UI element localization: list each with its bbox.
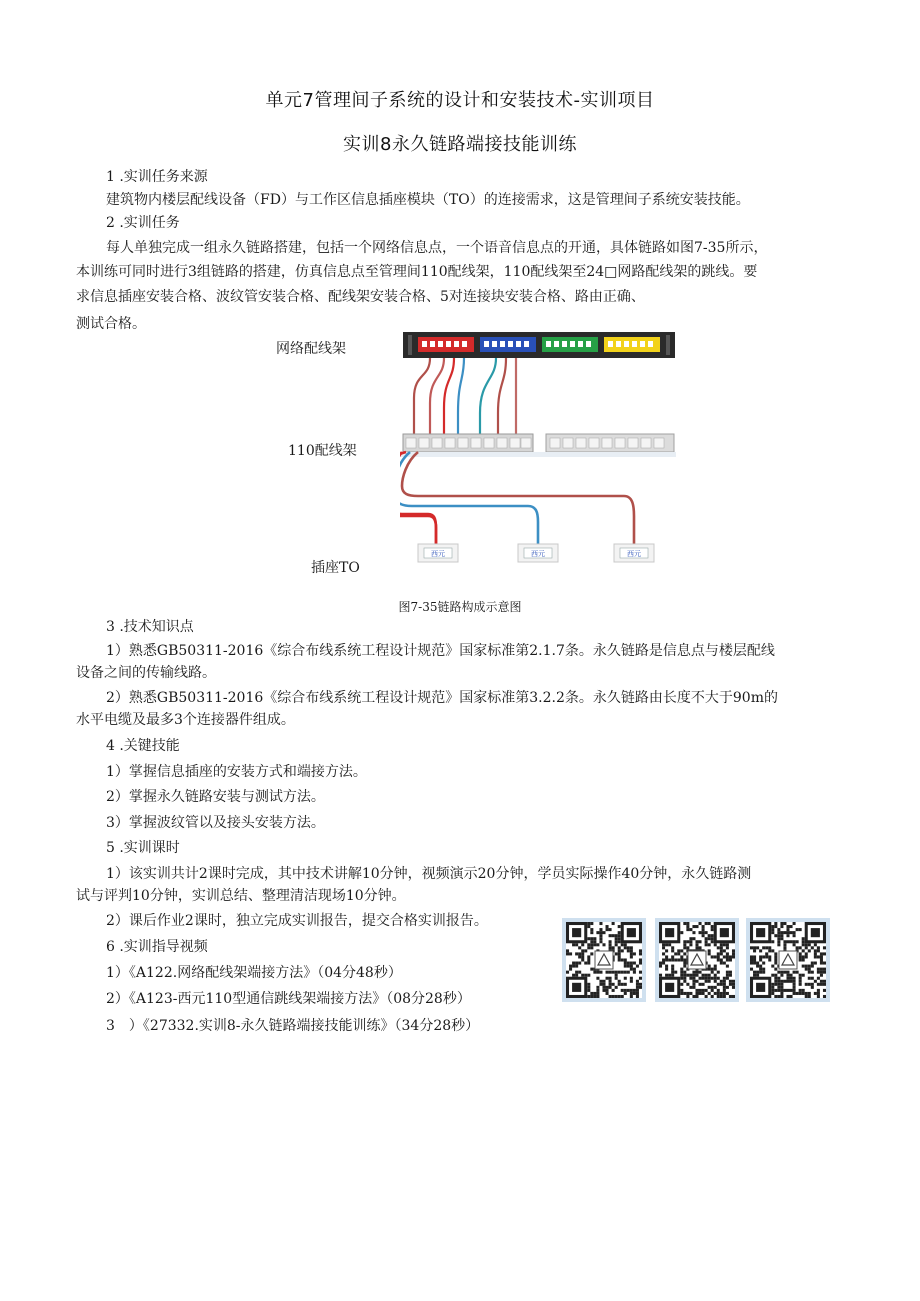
horizontal-cables: [400, 452, 634, 548]
section-6-heading: 6 .实训指导视频: [106, 939, 208, 955]
label-socket-to: 插座TO: [311, 560, 360, 576]
video-item: 1）《A122.网络配线架端接方法》（04分48秒）: [106, 965, 402, 981]
video-item: 2）《A123-西元110型通信跳线架端接方法》（08分28秒）: [106, 991, 471, 1007]
section-3-point-2-cont: 水平电缆及最多3个连接器件组成。: [76, 712, 295, 728]
page-title: 单元7管理间子系统的设计和安装技术-实训项目: [265, 90, 655, 111]
section-2-line: 每人单独完成一组永久链路搭建，包括一个网络信息点，一个语音信息点的开通，具体链路如图7-35所示，: [106, 240, 768, 256]
label-110-panel: 110配线架: [288, 443, 357, 459]
qr-code-1[interactable]: [562, 918, 646, 1002]
socket-text: 西元: [431, 550, 445, 558]
section-4-item: 3）掌握波纹管以及接头安装方法。: [106, 815, 325, 831]
section-3-point-2: 2）熟悉GB50311-2016《综合布线系统工程设计规范》国家标准第3.2.2条。永久链路由长度不大于90m的: [106, 690, 778, 706]
socket-text: 西元: [531, 550, 545, 558]
section-4-item: 1）掌握信息插座的安装方式和端接方法。: [106, 764, 367, 780]
section-2-heading: 2 .实训任务: [106, 215, 180, 231]
label-network-patch-panel: 网络配线架: [276, 341, 346, 357]
section-3-point-1: 1）熟悉GB50311-2016《综合布线系统工程设计规范》国家标准第2.1.7条。永久链路是信息点与楼层配线: [106, 643, 775, 659]
section-1-text: 建筑物内楼层配线设备（FD）与工作区信息插座模块（TO）的连接需求，这是管理间子系统安装技能。: [106, 192, 750, 208]
qr-code-2[interactable]: [655, 918, 739, 1002]
jumper-cables: [414, 358, 516, 436]
figure-caption: 图7-35链路构成示意图: [398, 600, 522, 614]
section-5-point-1: 1）该实训共计2课时完成，其中技术讲解10分钟，视频演示20分钟，学员实际操作40分钟，永久链路测: [106, 866, 752, 882]
link-diagram: [400, 328, 680, 566]
socket-text: 西元: [627, 550, 641, 558]
section-5-point-2: 2）课后作业2课时，独立完成实训报告，提交合格实训报告。: [106, 913, 488, 929]
section-2-line: 测试合格。: [76, 316, 146, 332]
section-3-point-1-cont: 设备之间的传输线路。: [76, 665, 216, 681]
section-4-heading: 4 .关键技能: [106, 738, 180, 754]
section-1-heading: 1 .实训任务来源: [106, 169, 208, 185]
section-3-heading: 3 .技术知识点: [106, 619, 194, 635]
section-2-line: 求信息插座安装合格、波纹管安装合格、配线架安装合格、5对连接块安装合格、路由正确、: [76, 289, 645, 305]
section-5-point-1-cont: 试与评判10分钟，实训总结、整理清洁现场10分钟。: [76, 888, 406, 904]
qr-code-3[interactable]: [746, 918, 830, 1002]
video-item: 3 ）《27332.实训8-永久链路端接技能训练》（34分28秒）: [106, 1018, 480, 1034]
network-patch-panel: [403, 332, 675, 358]
section-5-heading: 5 .实训课时: [106, 840, 180, 856]
section-4-item: 2）掌握永久链路安装与测试方法。: [106, 789, 325, 805]
section-2-line: 本训练可同时进行3组链路的搭建，仿真信息点至管理间110配线架，110配线架至24□网路配线架的跳线。要: [76, 264, 758, 280]
110-panel: [400, 434, 676, 457]
page-subtitle: 实训8永久链路端接技能训练: [343, 134, 577, 155]
